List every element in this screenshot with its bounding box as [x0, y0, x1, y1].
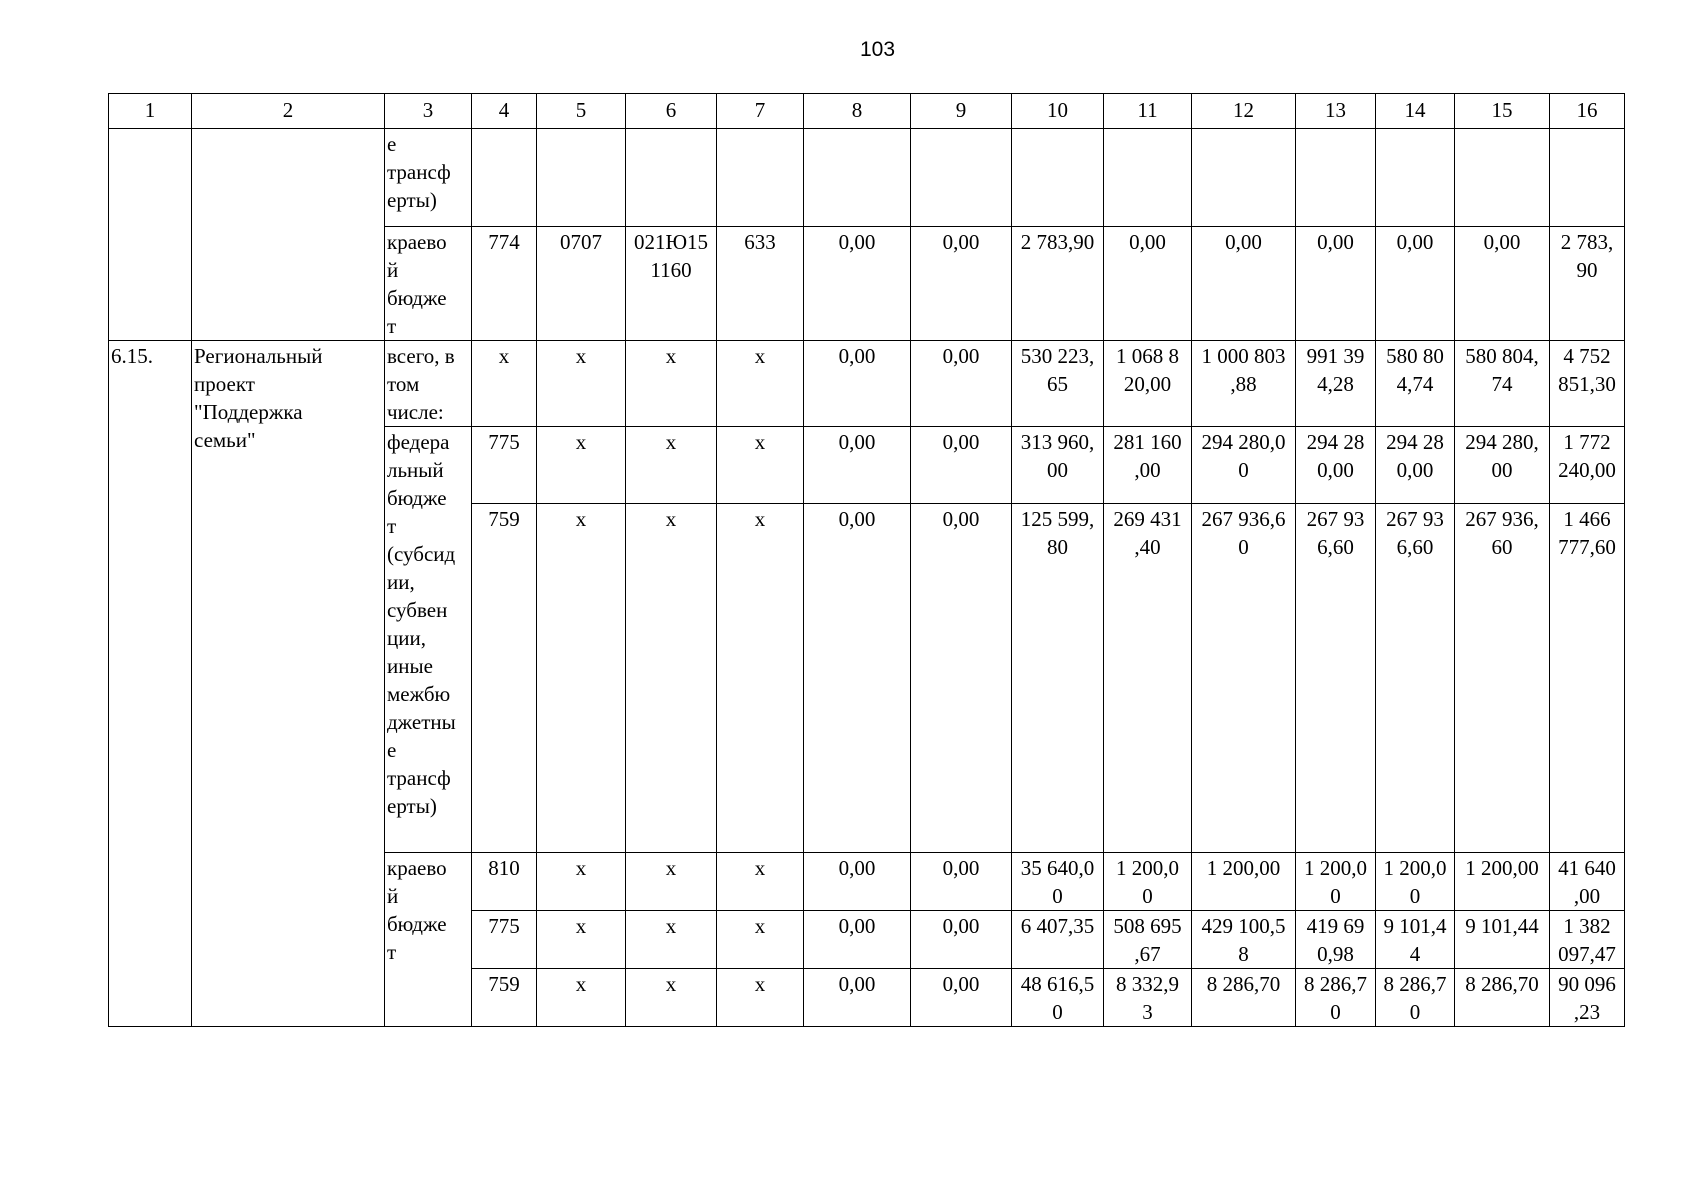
table-cell: [804, 129, 911, 227]
cell-value: 0,00: [1296, 227, 1376, 341]
cell-expense-code: 633: [717, 227, 804, 341]
table-row: [109, 341, 1625, 427]
column-header: 3: [385, 94, 472, 129]
cell-value: 9 101,4 4: [1376, 911, 1455, 969]
column-header: 14: [1376, 94, 1455, 129]
cell-value: 429 100,5 8: [1192, 911, 1296, 969]
cell-value: 1 000 803 ,88: [1192, 341, 1296, 427]
cell-value: 0,00: [1455, 227, 1550, 341]
cell-section-code: x: [537, 969, 626, 1027]
cell-value: 294 280,0 0: [1192, 427, 1296, 504]
cell-target-code: x: [626, 427, 717, 504]
cell-value: 0,00: [804, 853, 911, 911]
cell-total: 90 096 ,23: [1550, 969, 1625, 1027]
cell-admin-code: 810: [472, 853, 537, 911]
cell-source: краево й бюдже т: [385, 853, 472, 1027]
cell-value: 0,00: [1376, 227, 1455, 341]
column-header: 2: [192, 94, 385, 129]
table-cell: [911, 129, 1012, 227]
column-header: 6: [626, 94, 717, 129]
cell-total: 4 752 851,30: [1550, 341, 1625, 427]
cell-value: 1 200,0 0: [1296, 853, 1376, 911]
cell-section-code: x: [537, 504, 626, 853]
table-cell: [1104, 129, 1192, 227]
column-header: 5: [537, 94, 626, 129]
cell-target-code: x: [626, 341, 717, 427]
cell-value: 0,00: [804, 227, 911, 341]
cell-value: 267 93 6,60: [1296, 504, 1376, 853]
cell-source: краево й бюдже т: [385, 227, 472, 341]
cell-value: 0,00: [911, 341, 1012, 427]
cell-value: 8 332,9 3: [1104, 969, 1192, 1027]
cell-value: 313 960, 00: [1012, 427, 1104, 504]
cell-total: 2 783, 90: [1550, 227, 1625, 341]
cell-value: 8 286,7 0: [1376, 969, 1455, 1027]
cell-admin-code: 774: [472, 227, 537, 341]
table-header-row: [109, 94, 1625, 129]
cell-value: 8 286,70: [1455, 969, 1550, 1027]
cell-value: 1 200,0 0: [1104, 853, 1192, 911]
cell-value: 580 80 4,74: [1376, 341, 1455, 427]
table-cell: [717, 129, 804, 227]
cell-value: 8 286,70: [1192, 969, 1296, 1027]
cell-value: 0,00: [804, 911, 911, 969]
cell-section-code: x: [537, 341, 626, 427]
cell-expense-code: x: [717, 911, 804, 969]
cell-source: федера льный бюдже т (субсид ии, субвен ции, иные межбю джетны е трансф ерты): [385, 427, 472, 853]
cell-section-code: x: [537, 427, 626, 504]
table-cell: [1296, 129, 1376, 227]
cell-value: 1 200,00: [1455, 853, 1550, 911]
cell-source: е трансф ерты): [385, 129, 472, 227]
cell-value: 0,00: [804, 504, 911, 853]
column-header: 13: [1296, 94, 1376, 129]
cell-name: [192, 129, 385, 341]
cell-value: 6 407,35: [1012, 911, 1104, 969]
column-header: 7: [717, 94, 804, 129]
table-cell: [472, 129, 537, 227]
column-header: 16: [1550, 94, 1625, 129]
column-header: 9: [911, 94, 1012, 129]
cell-number: [109, 129, 192, 341]
cell-value: 294 280, 00: [1455, 427, 1550, 504]
cell-value: 294 28 0,00: [1376, 427, 1455, 504]
cell-value: 0,00: [1104, 227, 1192, 341]
cell-value: 267 936, 60: [1455, 504, 1550, 853]
cell-expense-code: x: [717, 341, 804, 427]
cell-value: 269 431 ,40: [1104, 504, 1192, 853]
cell-target-code: x: [626, 911, 717, 969]
cell-value: 508 695 ,67: [1104, 911, 1192, 969]
column-header: 4: [472, 94, 537, 129]
cell-expense-code: x: [717, 969, 804, 1027]
cell-admin-code: 759: [472, 504, 537, 853]
cell-admin-code: 759: [472, 969, 537, 1027]
cell-value: 991 39 4,28: [1296, 341, 1376, 427]
table-cell: [1012, 129, 1104, 227]
cell-value: 0,00: [911, 227, 1012, 341]
cell-expense-code: x: [717, 427, 804, 504]
cell-name: Региональный проект "Поддержка семьи": [192, 341, 385, 1027]
table-row: [109, 129, 1625, 227]
cell-value: 0,00: [804, 341, 911, 427]
column-header: 1: [109, 94, 192, 129]
cell-admin-code: 775: [472, 427, 537, 504]
cell-expense-code: x: [717, 504, 804, 853]
cell-value: 1 200,00: [1192, 853, 1296, 911]
table-cell: [1376, 129, 1455, 227]
cell-value: 580 804, 74: [1455, 341, 1550, 427]
cell-number: 6.15.: [109, 341, 192, 1027]
cell-admin-code: 775: [472, 911, 537, 969]
column-header: 15: [1455, 94, 1550, 129]
cell-value: 2 783,90: [1012, 227, 1104, 341]
cell-value: 0,00: [911, 427, 1012, 504]
cell-target-code: x: [626, 504, 717, 853]
cell-target-code: x: [626, 969, 717, 1027]
cell-total: 41 640 ,00: [1550, 853, 1625, 911]
table-cell: [1192, 129, 1296, 227]
cell-value: 267 936,6 0: [1192, 504, 1296, 853]
column-header: 8: [804, 94, 911, 129]
table-cell: [1455, 129, 1550, 227]
cell-value: 1 068 8 20,00: [1104, 341, 1192, 427]
table-cell: [537, 129, 626, 227]
cell-value: 125 599, 80: [1012, 504, 1104, 853]
cell-value: 267 93 6,60: [1376, 504, 1455, 853]
cell-target-code: 021Ю15 1160: [626, 227, 717, 341]
cell-value: 9 101,44: [1455, 911, 1550, 969]
cell-section-code: x: [537, 911, 626, 969]
cell-value: 0,00: [911, 969, 1012, 1027]
cell-value: 0,00: [804, 427, 911, 504]
cell-value: 1 200,0 0: [1376, 853, 1455, 911]
cell-expense-code: x: [717, 853, 804, 911]
table-cell: [1550, 129, 1625, 227]
cell-value: 0,00: [1192, 227, 1296, 341]
cell-value: 419 69 0,98: [1296, 911, 1376, 969]
cell-admin-code: x: [472, 341, 537, 427]
cell-source: всего, в том числе:: [385, 341, 472, 427]
column-header: 12: [1192, 94, 1296, 129]
table-cell: [626, 129, 717, 227]
cell-value: 281 160 ,00: [1104, 427, 1192, 504]
cell-value: 294 28 0,00: [1296, 427, 1376, 504]
cell-value: 0,00: [911, 911, 1012, 969]
cell-value: 0,00: [911, 853, 1012, 911]
cell-value: 8 286,7 0: [1296, 969, 1376, 1027]
cell-total: 1 772 240,00: [1550, 427, 1625, 504]
cell-value: 48 616,5 0: [1012, 969, 1104, 1027]
cell-section-code: 0707: [537, 227, 626, 341]
cell-target-code: x: [626, 853, 717, 911]
cell-total: 1 382 097,47: [1550, 911, 1625, 969]
cell-value: 35 640,0 0: [1012, 853, 1104, 911]
page-number: 103: [859, 38, 896, 61]
column-header: 10: [1012, 94, 1104, 129]
cell-total: 1 466 777,60: [1550, 504, 1625, 853]
column-header: 11: [1104, 94, 1192, 129]
cell-value: 0,00: [911, 504, 1012, 853]
cell-value: 0,00: [804, 969, 911, 1027]
cell-section-code: x: [537, 853, 626, 911]
cell-value: 530 223, 65: [1012, 341, 1104, 427]
budget-table: [108, 93, 1625, 1027]
